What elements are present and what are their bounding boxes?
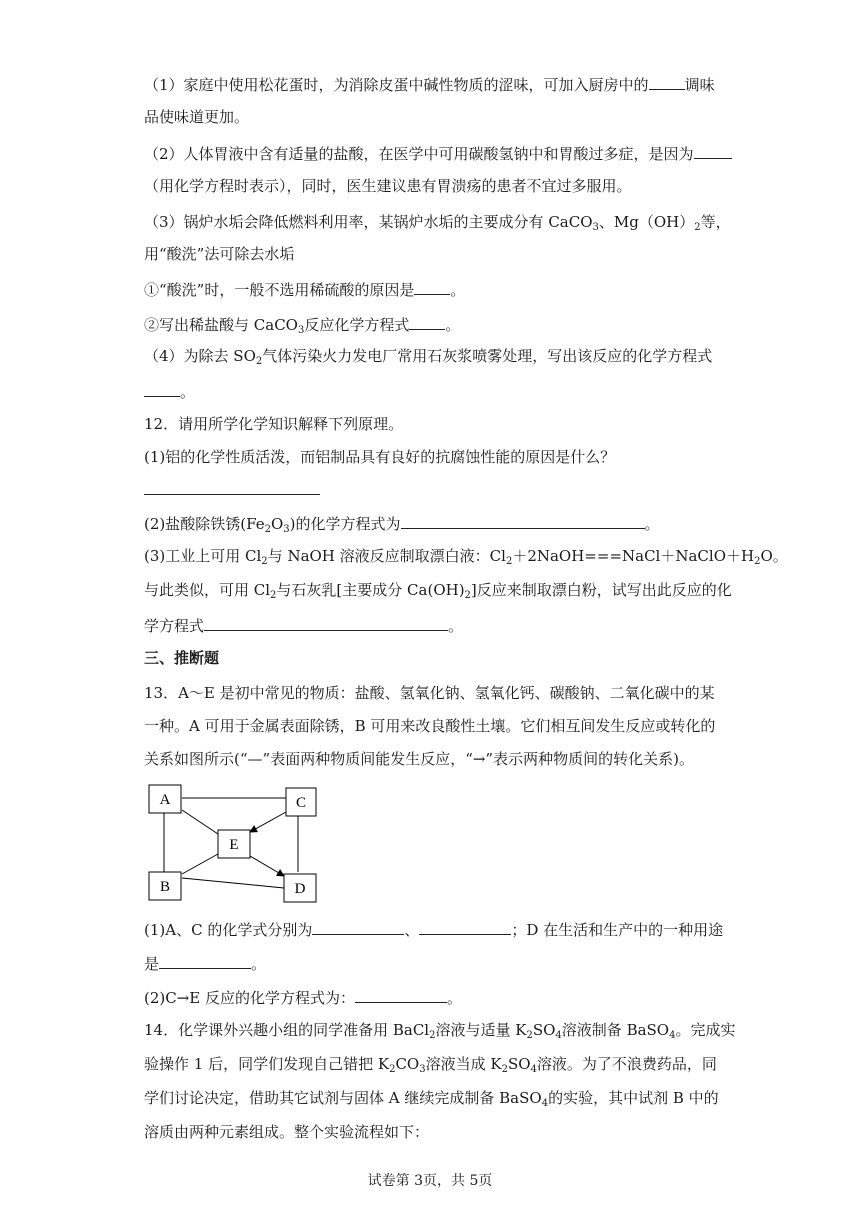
- text: 。: [448, 617, 464, 635]
- answer-blank[interactable]: [649, 73, 685, 90]
- answer-blank[interactable]: [694, 142, 732, 159]
- answer-blank[interactable]: [355, 986, 447, 1003]
- q13-sub2: [144, 986, 462, 1008]
- arrow-e-to-d: [250, 856, 284, 876]
- text: 溶液。为了不浪费药品，同: [536, 1055, 717, 1073]
- q12-sub3-line3: [144, 614, 463, 636]
- q11-part3-line1: （3）锅炉水垢会降低燃料利用率，某锅炉水垢的主要成分有 CaCO$_3$、$Mg(OH)_2$等，: [144, 213, 731, 233]
- text: 品使味道更加。: [144, 108, 250, 126]
- answer-blank[interactable]: [204, 614, 448, 631]
- text: 14．化学课外兴趣小组的同学准备用 BaCl: [144, 1021, 430, 1039]
- answer-blank[interactable]: [414, 278, 450, 295]
- q11-part1-line2: [144, 107, 249, 127]
- text: ＋2NaOH===NaCl＋NaClO＋H: [512, 547, 755, 565]
- node-d-label: D: [294, 881, 306, 897]
- q12-sub3-line1: (3)工业上可用 $Cl_2$与 NaOH 溶液反应制取漂白液：$Cl_2+2NaOH===NaCl+NaClO+H_2O$。: [144, 547, 788, 567]
- text: 与此类似，可用 Cl: [144, 581, 271, 599]
- page-footer: 试卷第 3页，共 5页: [367, 1173, 493, 1189]
- text: （3）锅炉水垢会降低燃料利用率，某锅炉水垢的主要成分有 CaCO: [144, 213, 593, 231]
- text: SO: [532, 1021, 556, 1039]
- text: 关系如图所示(“—”表面两种物质间能发生反应，“→”表示两种物质间的转化关系)。: [144, 750, 694, 768]
- text: 。完成实: [675, 1021, 736, 1039]
- text: 用“酸洗”法可除去水垢: [144, 245, 295, 263]
- text: CO: [395, 1055, 420, 1073]
- text: 、: [404, 921, 420, 939]
- text: 是: [144, 955, 160, 973]
- node-c-label: C: [295, 795, 307, 811]
- section-heading: [144, 648, 219, 668]
- q11-part4-line1: （4）为除去 $SO_2$气体污染火力发电厂常用石灰浆喷雾处理，写出该反应的化学方程式: [144, 347, 713, 367]
- q14-line1: 14．化学课外兴趣小组的同学准备用 BaCl$_2$溶液与适量 $K_2SO_4$溶液制备 BaSO$_4$。完成实: [144, 1021, 736, 1041]
- text: （用化学方程时表示），同时，医生建议患有胃溃疡的患者不宜过多服用。: [144, 177, 632, 195]
- answer-blank[interactable]: [144, 478, 320, 495]
- text: (3)工业上可用 Cl: [144, 547, 262, 565]
- text: 溶质由两种元素组成。整个实验流程如下：: [144, 1123, 430, 1141]
- text: (2)C→E 反应的化学方程式为：: [144, 989, 356, 1007]
- text: 一种。A 可用于金属表面除锈，B 可用来改良酸性土壤。它们相互间发生反应或转化的: [144, 717, 716, 735]
- q11-part3-item1: [144, 278, 465, 300]
- text: 的实验，其中试剂 B 中的: [548, 1089, 719, 1107]
- text: ②写出稀盐酸与 CaCO: [144, 316, 298, 334]
- text: 学方程式: [144, 617, 205, 635]
- q12-sub1-answer-line: [144, 478, 320, 500]
- text: 等，: [700, 213, 731, 231]
- text: 溶液与适量 K: [435, 1021, 527, 1039]
- node-e-label: E: [229, 837, 239, 853]
- text: 与石灰乳[主要成分 Ca(OH): [276, 581, 465, 599]
- node-b-label: B: [159, 879, 171, 895]
- text: O。: [760, 547, 788, 565]
- text: 溶液当成 K: [425, 1055, 502, 1073]
- node-a-label: A: [159, 792, 171, 808]
- q12-stem: [144, 414, 403, 434]
- text: (2)盐酸除铁锈(Fe: [144, 515, 265, 533]
- text: （1）家庭中使用松花蛋时，为消除皮蛋中碱性物质的涩味，可加入厨房中的: [144, 76, 649, 94]
- arrow-c-to-e: [250, 812, 286, 832]
- q13-stem-line3: [144, 749, 694, 769]
- text: ；D 在生活和生产中的一种用途: [511, 921, 724, 939]
- link-b-e: [182, 854, 218, 874]
- text: 学们讨论决定，借助其它试剂与固体 A 继续完成制备 BaSO: [144, 1089, 542, 1107]
- q11-part4-line2: [144, 380, 195, 402]
- text: (1)A、C 的化学式分别为: [144, 921, 313, 939]
- text: SO: [507, 1055, 531, 1073]
- text: 与 NaOH 溶液反应制取漂白液：Cl: [267, 547, 506, 565]
- q13-stem-line2: [144, 716, 715, 736]
- text: 验操作 1 后，同学们发现自己错把 K: [144, 1055, 390, 1073]
- q11-part2-line1: [144, 142, 732, 164]
- q12-sub2: (2)盐酸除铁锈$(Fe_2O_3)$的化学方程式为 。: [144, 512, 660, 534]
- text: ①“酸洗”时，一般不选用稀硫酸的原因是: [144, 281, 415, 299]
- q11-part2-line2: [144, 176, 632, 196]
- text: 三、推断题: [144, 649, 220, 667]
- text: （4）为除去 SO: [144, 347, 256, 365]
- q11-part3-line2: [144, 244, 294, 264]
- q14-line3: 学们讨论决定，借助其它试剂与固体 A 继续完成制备 BaSO$_4$的实验，其中试剂 B 中的: [144, 1089, 719, 1109]
- answer-blank[interactable]: [159, 952, 251, 969]
- text: )的化学方程式为: [289, 515, 401, 533]
- q13-stem-line1: [144, 683, 715, 703]
- q13-sub1-line2: [144, 952, 266, 974]
- text: （2）人体胃液中含有适量的盐酸，在医学中可用碳酸氢钠中和胃酸过多症，是因为: [144, 145, 694, 163]
- reaction-diagram: [144, 780, 320, 904]
- text: 。: [644, 515, 660, 533]
- text: ]反应来制取漂白粉，试写出此反应的化: [470, 581, 732, 599]
- q14-line2: 验操作 1 后，同学们发现自己错把 $K_2CO_3$溶液当成 $K_2SO_4$溶液。为了不浪费药品，同: [144, 1055, 717, 1075]
- q13-sub1-line1: [144, 918, 723, 940]
- text: (1)铝的化学性质活泼，而铝制品具有良好的抗腐蚀性能的原因是什么？: [144, 448, 616, 466]
- text: 气体污染火力发电厂常用石灰浆喷雾处理，写出该反应的化学方程式: [262, 347, 713, 365]
- answer-blank[interactable]: [409, 313, 445, 330]
- answer-blank[interactable]: [401, 512, 645, 529]
- answer-blank[interactable]: [312, 918, 404, 935]
- text: 。: [251, 955, 267, 973]
- q14-line4: [144, 1122, 429, 1142]
- answer-blank[interactable]: [419, 918, 511, 935]
- text: 12．请用所学化学知识解释下列原理。: [144, 415, 404, 433]
- text: 、Mg（OH）: [598, 213, 695, 231]
- text: 调味: [684, 76, 715, 94]
- q11-part1-line1: [144, 73, 715, 95]
- text: 。: [180, 383, 196, 401]
- answer-blank[interactable]: [144, 380, 180, 397]
- text: 。: [445, 316, 461, 334]
- text: 13．A～E 是初中常见的物质：盐酸、氢氧化钠、氢氧化钙、碳酸钠、二氧化碳中的某: [144, 684, 715, 702]
- q12-sub1: [144, 447, 615, 467]
- text: 溶液制备 BaSO: [561, 1021, 670, 1039]
- text: 。: [450, 281, 466, 299]
- link-b-d: [182, 878, 284, 888]
- link-a-e: [182, 810, 218, 834]
- text: O: [270, 515, 284, 533]
- text: 。: [447, 989, 463, 1007]
- text: 反应化学方程式: [304, 316, 410, 334]
- q12-sub3-line2: 与此类似，可用 $Cl_2$与石灰乳[主要成分 $Ca(OH)_2$]反应来制取漂白粉，试写出此反应的化: [144, 581, 732, 601]
- q11-part3-item2: ②写出稀盐酸与 CaCO$_3$反应化学方程式 。: [144, 313, 460, 335]
